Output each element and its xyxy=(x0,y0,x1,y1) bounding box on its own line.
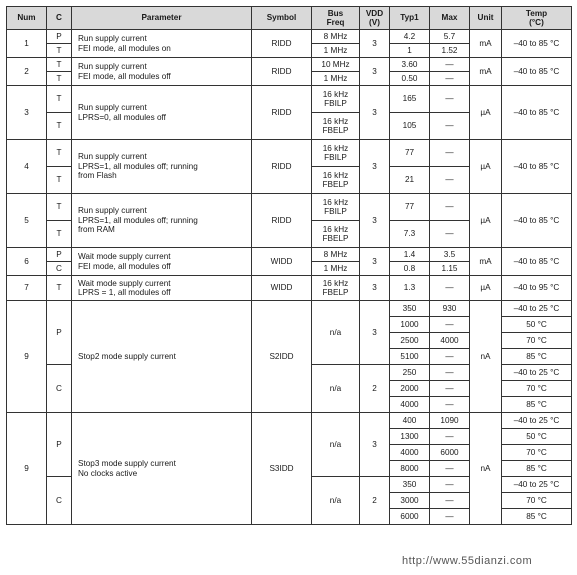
row-c: T xyxy=(47,140,72,167)
row-c: T xyxy=(47,276,72,301)
row-unit: mA xyxy=(470,58,502,86)
stop2-temp: 70 °C xyxy=(502,333,572,349)
stop2-max: — xyxy=(430,397,470,413)
row-bus-freq: 1 MHz xyxy=(312,72,360,86)
row-bus-freq: 16 kHz FBILP xyxy=(312,140,360,167)
row-max: — xyxy=(430,72,470,86)
stop2-symbol: S2IDD xyxy=(252,301,312,413)
header-num: Num xyxy=(7,7,47,30)
row-vdd: 3 xyxy=(360,248,390,276)
row-typ: 1.3 xyxy=(390,276,430,301)
stop2-bus-freq: n/a xyxy=(312,365,360,413)
row-typ: 3.60 xyxy=(390,58,430,72)
table-row xyxy=(7,194,572,221)
table-row xyxy=(7,58,572,72)
row-c: T xyxy=(47,194,72,221)
row-typ: 1.4 xyxy=(390,248,430,262)
table-row xyxy=(7,413,572,429)
row-max: — xyxy=(430,58,470,72)
row-unit: µA xyxy=(470,276,502,301)
row-vdd: 3 xyxy=(360,276,390,301)
row-temp: –40 to 85 °C xyxy=(502,58,572,86)
stop3-c: C xyxy=(47,477,72,525)
row-bus-freq: 1 MHz xyxy=(312,44,360,58)
table-row xyxy=(7,248,572,262)
header-temp: Temp (°C) xyxy=(502,7,572,30)
stop3-typ: 350 xyxy=(390,477,430,493)
stop3-num: 9 xyxy=(7,413,47,525)
stop3-temp: 85 °C xyxy=(502,461,572,477)
row-num: 6 xyxy=(7,248,47,276)
row-max: 3.5 xyxy=(430,248,470,262)
row-symbol: RIDD xyxy=(252,58,312,86)
stop3-typ: 1300 xyxy=(390,429,430,445)
row-unit: mA xyxy=(470,248,502,276)
stop3-temp: 70 °C xyxy=(502,493,572,509)
header-unit: Unit xyxy=(470,7,502,30)
stop3-temp: 50 °C xyxy=(502,429,572,445)
stop3-typ: 8000 xyxy=(390,461,430,477)
row-symbol: RIDD xyxy=(252,194,312,248)
stop3-temp: –40 to 25 °C xyxy=(502,477,572,493)
row-c: P xyxy=(47,248,72,262)
row-symbol: WIDD xyxy=(252,248,312,276)
spec-table xyxy=(6,6,572,525)
row-bus-freq: 16 kHz FBELP xyxy=(312,113,360,140)
row-temp: –40 to 85 °C xyxy=(502,140,572,194)
stop3-typ: 400 xyxy=(390,413,430,429)
stop3-parameter: Stop3 mode supply current No clocks active xyxy=(72,413,252,525)
stop2-temp: –40 to 25 °C xyxy=(502,365,572,381)
row-typ: 7.3 xyxy=(390,221,430,248)
header-vdd: VDD (V) xyxy=(360,7,390,30)
stop2-typ: 1000 xyxy=(390,317,430,333)
stop2-typ: 4000 xyxy=(390,397,430,413)
stop3-temp: –40 to 25 °C xyxy=(502,413,572,429)
row-typ: 77 xyxy=(390,140,430,167)
table-row xyxy=(7,301,572,317)
stop3-symbol: S3IDD xyxy=(252,413,312,525)
row-parameter: Wait mode supply current LPRS = 1, all modules off xyxy=(72,276,252,301)
stop3-vdd: 3 xyxy=(360,413,390,477)
stop2-typ: 2000 xyxy=(390,381,430,397)
row-max: — xyxy=(430,194,470,221)
row-typ: 0.50 xyxy=(390,72,430,86)
row-parameter: Run supply current LPRS=1, all modules off; running from Flash xyxy=(72,140,252,194)
row-num: 4 xyxy=(7,140,47,194)
stop2-max: — xyxy=(430,381,470,397)
header-row xyxy=(7,7,572,30)
stop2-temp: 85 °C xyxy=(502,397,572,413)
stop2-typ: 2500 xyxy=(390,333,430,349)
watermark-text: http://www.55dianzi.com xyxy=(402,555,533,567)
row-bus-freq: 1 MHz xyxy=(312,262,360,276)
row-vdd: 3 xyxy=(360,30,390,58)
stop3-max: — xyxy=(430,429,470,445)
row-parameter: Wait mode supply current FEI mode, all modules off xyxy=(72,248,252,276)
row-unit: µA xyxy=(470,140,502,194)
stop3-typ: 6000 xyxy=(390,509,430,525)
stop2-temp: 70 °C xyxy=(502,381,572,397)
watermark xyxy=(402,555,532,567)
stop3-max: — xyxy=(430,461,470,477)
row-max: 5.7 xyxy=(430,30,470,44)
stop2-parameter: Stop2 mode supply current xyxy=(72,301,252,413)
row-temp: –40 to 85 °C xyxy=(502,86,572,140)
stop2-max: — xyxy=(430,349,470,365)
row-c: T xyxy=(47,44,72,58)
table-row xyxy=(7,276,572,301)
stop2-typ: 5100 xyxy=(390,349,430,365)
stop3-typ: 3000 xyxy=(390,493,430,509)
table-row xyxy=(7,140,572,167)
row-max: — xyxy=(430,113,470,140)
row-num: 5 xyxy=(7,194,47,248)
stop3-unit: nA xyxy=(470,413,502,525)
row-max: — xyxy=(430,140,470,167)
stop3-typ: 4000 xyxy=(390,445,430,461)
row-parameter: Run supply current LPRS=0, all modules off xyxy=(72,86,252,140)
stop2-typ: 350 xyxy=(390,301,430,317)
stop2-max: 930 xyxy=(430,301,470,317)
row-unit: µA xyxy=(470,194,502,248)
stop2-max: 4000 xyxy=(430,333,470,349)
row-bus-freq: 16 kHz FBILP xyxy=(312,194,360,221)
row-typ: 21 xyxy=(390,167,430,194)
row-unit: µA xyxy=(470,86,502,140)
row-max: 1.52 xyxy=(430,44,470,58)
row-vdd: 3 xyxy=(360,86,390,140)
stop2-c: P xyxy=(47,301,72,365)
row-bus-freq: 8 MHz xyxy=(312,30,360,44)
row-parameter: Run supply current FEI mode, all modules on xyxy=(72,30,252,58)
row-bus-freq: 16 kHz FBELP xyxy=(312,221,360,248)
row-max: — xyxy=(430,86,470,113)
row-vdd: 3 xyxy=(360,140,390,194)
row-bus-freq: 16 kHz FBELP xyxy=(312,276,360,301)
row-temp: –40 to 85 °C xyxy=(502,248,572,276)
stop2-max: — xyxy=(430,365,470,381)
row-vdd: 3 xyxy=(360,58,390,86)
header-typ: Typ1 xyxy=(390,7,430,30)
stop3-max: — xyxy=(430,493,470,509)
row-c: T xyxy=(47,72,72,86)
header-symbol: Symbol xyxy=(252,7,312,30)
stop2-temp: 85 °C xyxy=(502,349,572,365)
stop2-unit: nA xyxy=(470,301,502,413)
header-c: C xyxy=(47,7,72,30)
row-bus-freq: 16 kHz FBELP xyxy=(312,167,360,194)
row-c: T xyxy=(47,86,72,113)
row-symbol: RIDD xyxy=(252,140,312,194)
stop3-max: 6000 xyxy=(430,445,470,461)
header-parameter: Parameter xyxy=(72,7,252,30)
row-typ: 105 xyxy=(390,113,430,140)
stop3-c: P xyxy=(47,413,72,477)
row-typ: 1 xyxy=(390,44,430,58)
row-symbol: WIDD xyxy=(252,276,312,301)
row-c: T xyxy=(47,58,72,72)
row-c: T xyxy=(47,221,72,248)
row-c: P xyxy=(47,30,72,44)
row-parameter: Run supply current LPRS=1, all modules off; running from RAM xyxy=(72,194,252,248)
row-temp: –40 to 95 °C xyxy=(502,276,572,301)
row-num: 1 xyxy=(7,30,47,58)
row-vdd: 3 xyxy=(360,194,390,248)
stop3-bus-freq: n/a xyxy=(312,477,360,525)
row-unit: mA xyxy=(470,30,502,58)
header-bus-freq: Bus Freq xyxy=(312,7,360,30)
row-num: 2 xyxy=(7,58,47,86)
header-max: Max xyxy=(430,7,470,30)
stop2-c: C xyxy=(47,365,72,413)
row-bus-freq: 16 kHz FBILP xyxy=(312,86,360,113)
row-c: T xyxy=(47,113,72,140)
row-c: T xyxy=(47,167,72,194)
row-max: — xyxy=(430,276,470,301)
stop2-max: — xyxy=(430,317,470,333)
row-num: 3 xyxy=(7,86,47,140)
row-bus-freq: 10 MHz xyxy=(312,58,360,72)
stop2-vdd: 3 xyxy=(360,301,390,365)
stop2-num: 9 xyxy=(7,301,47,413)
row-temp: –40 to 85 °C xyxy=(502,30,572,58)
row-typ: 165 xyxy=(390,86,430,113)
table-row xyxy=(7,86,572,113)
stop3-temp: 70 °C xyxy=(502,445,572,461)
row-c: C xyxy=(47,262,72,276)
stop2-temp: –40 to 25 °C xyxy=(502,301,572,317)
row-max: — xyxy=(430,167,470,194)
row-temp: –40 to 85 °C xyxy=(502,194,572,248)
stop2-bus-freq: n/a xyxy=(312,301,360,365)
row-parameter: Run supply current FEI mode, all modules off xyxy=(72,58,252,86)
table-row xyxy=(7,30,572,44)
row-typ: 0.8 xyxy=(390,262,430,276)
stop3-max: — xyxy=(430,509,470,525)
row-typ: 77 xyxy=(390,194,430,221)
row-num: 7 xyxy=(7,276,47,301)
table-body xyxy=(7,30,572,525)
stop2-temp: 50 °C xyxy=(502,317,572,333)
stop3-vdd: 2 xyxy=(360,477,390,525)
stop3-bus-freq: n/a xyxy=(312,413,360,477)
stop3-max: — xyxy=(430,477,470,493)
row-symbol: RIDD xyxy=(252,30,312,58)
row-max: — xyxy=(430,221,470,248)
stop3-temp: 85 °C xyxy=(502,509,572,525)
row-typ: 4.2 xyxy=(390,30,430,44)
row-max: 1.15 xyxy=(430,262,470,276)
row-bus-freq: 8 MHz xyxy=(312,248,360,262)
stop2-vdd: 2 xyxy=(360,365,390,413)
stop3-max: 1090 xyxy=(430,413,470,429)
row-symbol: RIDD xyxy=(252,86,312,140)
stop2-typ: 250 xyxy=(390,365,430,381)
